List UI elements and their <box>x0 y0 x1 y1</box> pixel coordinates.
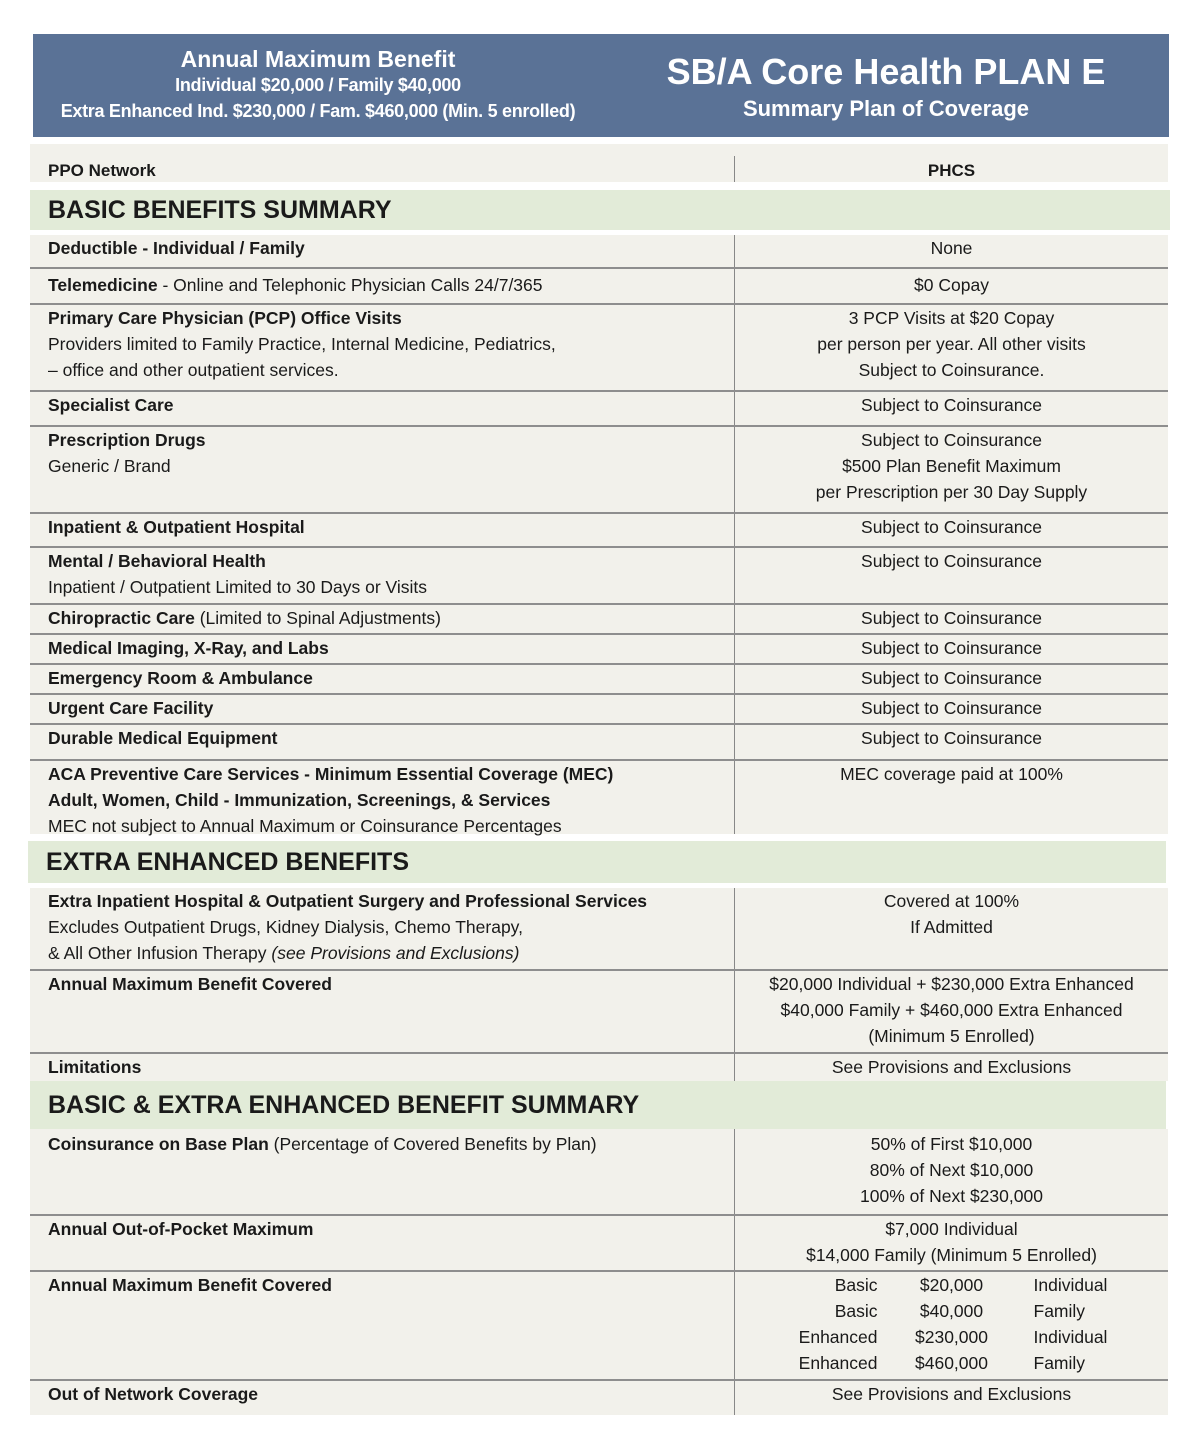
benefit-row-coinsurance <box>30 1129 1168 1215</box>
benefit-value: $20,000 Individual + $230,000 Extra Enhanced <box>769 974 1134 994</box>
benefit-title: Annual Maximum Benefit Covered <box>48 1275 332 1295</box>
benefit-value: Covered at 100% <box>883 891 1020 911</box>
benefit-title-line2: Adult, Women, Child - Immunization, Screenings, & Services <box>48 790 551 810</box>
benefit-value: 80% of Next $10,000 <box>869 1160 1034 1180</box>
amount: $40,000 <box>919 1301 984 1321</box>
benefit-row-out-of-pocket <box>30 1214 1168 1271</box>
coverage: Family <box>1033 1353 1086 1373</box>
benefit-title: Annual Maximum Benefit Covered <box>48 974 332 994</box>
benefit-value: Subject to Coinsurance. <box>858 360 1045 380</box>
benefit-title-suffix: (Limited to Spinal Adjustments) <box>194 608 441 628</box>
amount: $20,000 <box>919 1275 984 1295</box>
benefit-row-out-of-network <box>30 1379 1168 1415</box>
benefit-title: Annual Out-of-Pocket Maximum <box>48 1219 314 1239</box>
benefit-title: Mental / Behavioral Health <box>48 551 266 571</box>
annual-max-table <box>782 1272 1122 1376</box>
benefit-title-suffix: (Percentage of Covered Benefits by Plan) <box>268 1134 597 1154</box>
benefit-row-chiropractic <box>30 603 1168 634</box>
benefit-value: See Provisions and Exclusions <box>734 1054 1168 1081</box>
benefit-desc: Excludes Outpatient Drugs, Kidney Dialysis, Chemo Therapy, <box>48 917 523 937</box>
plan-title: SB/A Core Health PLAN E <box>666 51 1106 92</box>
benefit-value: Subject to Coinsurance <box>734 695 1168 724</box>
benefit-value: Subject to Coinsurance <box>734 605 1168 634</box>
benefit-row-extra-hospital <box>30 888 1168 970</box>
benefit-title: Emergency Room & Ambulance <box>48 668 313 688</box>
benefit-value: Subject to Coinsurance <box>734 392 1168 426</box>
benefit-title: Prescription Drugs <box>48 430 206 450</box>
benefit-value: (Minimum 5 Enrolled) <box>868 1026 1035 1046</box>
benefit-desc: Generic / Brand <box>48 456 171 476</box>
amount: $460,000 <box>915 1353 988 1373</box>
benefit-title: Limitations <box>48 1057 142 1077</box>
plan-subtitle: Summary Plan of Coverage <box>742 96 1030 121</box>
annual-maximum-summary <box>33 34 603 137</box>
benefit-title: Extra Inpatient Hospital & Outpatient Surgery and Professional Services <box>48 891 648 911</box>
tier: Enhanced <box>798 1327 878 1347</box>
benefit-value: Subject to Coinsurance <box>734 514 1168 547</box>
annual-maximum-extra: Extra Enhanced Ind. $230,000 / Fam. $460,000 (Min. 5 enrolled) <box>60 101 576 121</box>
benefit-row-pcp <box>30 303 1168 391</box>
provisions-reference: (see Provisions and Exclusions) <box>271 943 520 963</box>
benefit-title: Inpatient & Outpatient Hospital <box>48 517 305 537</box>
benefit-row-hospital <box>30 512 1168 547</box>
benefit-desc: & All Other Infusion Therapy <box>48 943 272 963</box>
benefit-row-extra-annual-max <box>30 969 1168 1053</box>
benefit-row-deductible <box>30 235 1168 268</box>
benefit-desc: Providers limited to Family Practice, Internal Medicine, Pediatrics, <box>48 334 556 354</box>
benefit-value: If Admitted <box>910 917 993 937</box>
benefit-title: Durable Medical Equipment <box>48 728 278 748</box>
tier: Enhanced <box>798 1353 878 1373</box>
benefit-title: Urgent Care Facility <box>48 698 214 718</box>
benefit-value: Subject to Coinsurance <box>734 725 1168 760</box>
section-extra-enhanced: EXTRA ENHANCED BENEFITS <box>28 841 1166 883</box>
benefit-value: Subject to Coinsurance <box>734 665 1168 694</box>
benefit-row-preventive <box>30 759 1168 834</box>
benefit-title: ACA Preventive Care Services - Minimum Essential Coverage (MEC) <box>48 764 614 784</box>
benefit-value: 50% of First $10,000 <box>870 1134 1033 1154</box>
benefit-value: per Prescription per 30 Day Supply <box>815 482 1088 502</box>
tier: Basic <box>834 1301 878 1321</box>
benefit-value: Subject to Coinsurance <box>734 635 1168 664</box>
benefit-desc: – office and other outpatient services. <box>48 360 339 380</box>
annual-maximum-basic: Individual $20,000 / Family $40,000 <box>175 75 461 95</box>
benefit-title: Primary Care Physician (PCP) Office Visits <box>48 308 402 328</box>
benefit-row-prescription <box>30 425 1168 513</box>
coverage: Individual <box>1033 1275 1108 1295</box>
benefit-title: Telemedicine <box>48 275 158 295</box>
coverage: Individual <box>1033 1327 1108 1347</box>
benefit-row-specialist <box>30 390 1168 426</box>
benefit-value: $0 Copay <box>734 269 1168 304</box>
benefit-row-urgent-care <box>30 693 1168 724</box>
benefit-value: Subject to Coinsurance <box>734 548 1168 604</box>
benefit-value: $14,000 Family (Minimum 5 Enrolled) <box>806 1245 1097 1265</box>
benefit-row-imaging <box>30 633 1168 664</box>
benefit-value: 100% of Next $230,000 <box>860 1186 1043 1206</box>
section-basic-benefits: BASIC BENEFITS SUMMARY <box>30 190 1170 230</box>
benefit-value: $500 Plan Benefit Maximum <box>842 456 1061 476</box>
benefit-title: Chiropractic Care <box>48 608 195 628</box>
coverage: Family <box>1033 1301 1086 1321</box>
network-value: PHCS <box>734 156 1168 182</box>
benefit-title-suffix: - Online and Telephonic Physician Calls 24/7/365 <box>157 275 543 295</box>
benefit-title: Out of Network Coverage <box>48 1384 259 1404</box>
benefit-row-combined-annual-max <box>30 1270 1168 1380</box>
benefit-value: $7,000 Individual <box>885 1219 1018 1239</box>
benefit-value: See Provisions and Exclusions <box>734 1381 1168 1415</box>
plan-title-block <box>603 34 1169 137</box>
benefit-title: Specialist Care <box>48 395 174 415</box>
benefit-row-limitations <box>30 1052 1168 1081</box>
benefit-row-emergency <box>30 663 1168 694</box>
amount: $230,000 <box>915 1327 988 1347</box>
benefit-title: Coinsurance on Base Plan <box>48 1134 269 1154</box>
benefit-title: Medical Imaging, X-Ray, and Labs <box>48 638 329 658</box>
benefit-value: Subject to Coinsurance <box>861 430 1042 450</box>
benefit-value: MEC coverage paid at 100% <box>734 761 1168 834</box>
benefit-row-mental-health <box>30 546 1168 604</box>
benefit-value: 3 PCP Visits at $20 Copay <box>848 308 1055 328</box>
benefit-desc: Inpatient / Outpatient Limited to 30 Days or Visits <box>48 577 428 597</box>
benefit-title: Deductible - Individual / Family <box>48 238 305 258</box>
tier: Basic <box>834 1275 878 1295</box>
annual-maximum-title: Annual Maximum Benefit <box>180 46 456 72</box>
plan-header <box>33 34 1169 137</box>
network-row <box>30 144 1168 182</box>
benefit-row-dme <box>30 723 1168 760</box>
benefit-value: None <box>734 235 1168 268</box>
network-label: PPO Network <box>48 161 156 180</box>
section-combined-summary: BASIC & EXTRA ENHANCED BENEFIT SUMMARY <box>30 1081 1166 1129</box>
benefit-row-telemedicine <box>30 267 1168 304</box>
benefit-desc: MEC not subject to Annual Maximum or Coinsurance Percentages <box>48 816 562 836</box>
benefit-value: $40,000 Family + $460,000 Extra Enhanced <box>780 1000 1123 1020</box>
benefit-value: per person per year. All other visits <box>817 334 1086 354</box>
